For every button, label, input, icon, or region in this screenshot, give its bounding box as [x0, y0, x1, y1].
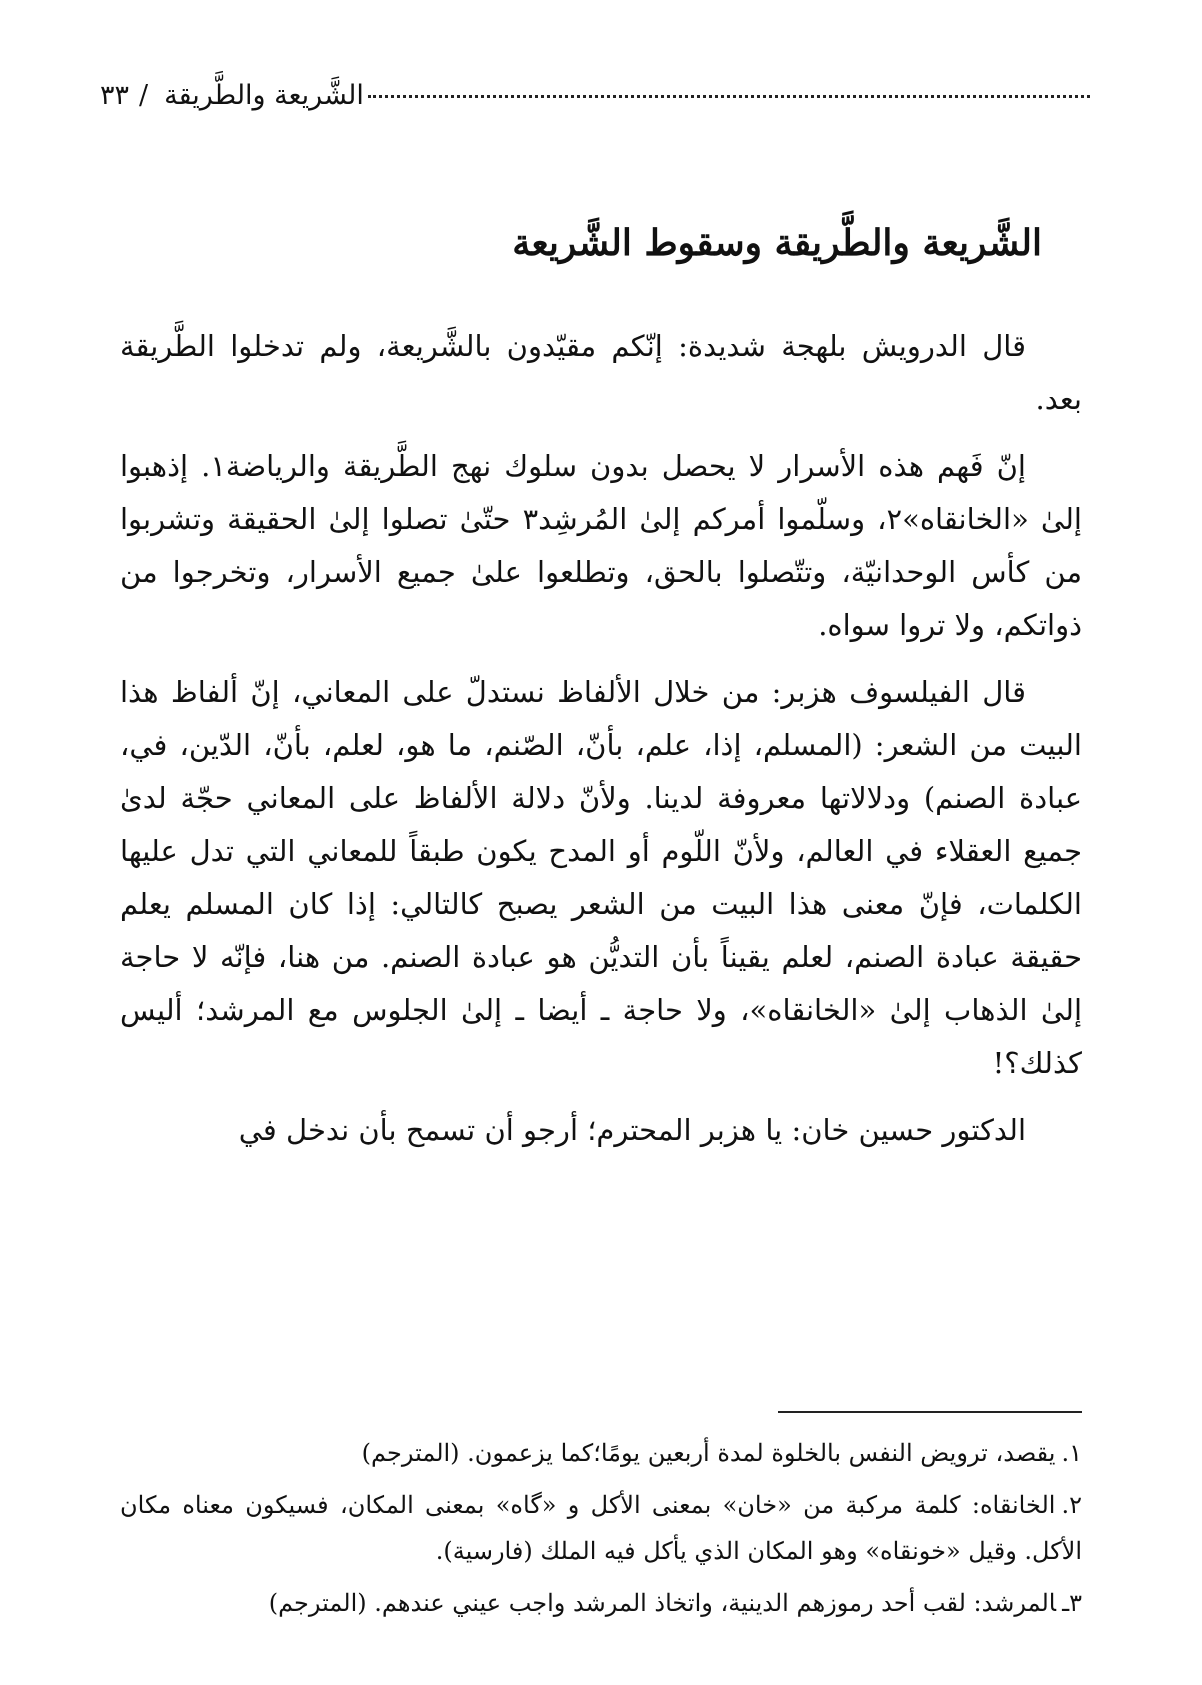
running-header — [100, 80, 1090, 124]
footnote-3 — [120, 1580, 1082, 1626]
paragraph-2: إنّ فَهم هذه الأسرار لا يحصل بدون سلوك نهج الطَّريقة والرياضة١. إذهبوا إلىٰ «الخانقاه»٢، وسلّموا أمركم إلىٰ المُرشِد٣ حتّىٰ تصلوا إلىٰ الحقيقة وتشربوا من كأس الوحدانيّة، وتتّصلوا بالحق، وتطلعوا علىٰ جميع الأسرار، وتخرجوا من ذواتكم، ولا تروا سواه. — [120, 449, 1082, 642]
footnote-2 — [120, 1482, 1082, 1574]
header-separator: / — [139, 80, 149, 111]
footnote-text: المرشد: لقب أحد رموزهم الدينية، واتخاذ المرشد واجب عيني عندهم. (المترجم) — [268, 1589, 1057, 1617]
footnote-marker: ١. — [1061, 1439, 1082, 1467]
chapter-heading: الشَّريعة والطَّريقة وسقوط الشَّريعة — [512, 222, 1042, 264]
footnotes — [120, 1430, 1082, 1632]
page-number: ٣٣ — [100, 80, 130, 111]
paragraph-3: قال الفيلسوف هزبر: من خلال الألفاظ نستدلّ على المعاني، إنّ ألفاظ هذا البيت من الشعر: (المسلم، إذا، علم، بأنّ، الصّنم، ما هو، لعلم، بأنّ، الدّين، في، عبادة الصنم) ودلالاتها معروفة لدينا. ولأنّ دلالة الألفاظ على المعاني حجّة لدىٰ جميع العقلاء في العالم، ولأنّ اللّوم أو المدح يكون طبقاً للمعاني التي تدل عليها الكلمات، فإنّ معنى هذا البيت من الشعر يصبح كالتالي: إذا كان المسلم يعلم حقيقة عبادة الصنم، لعلم يقيناً بأن التديُّن هو عبادة الصنم. من هنا، فإنّه لا حاجة إلىٰ الذهاب إلىٰ «الخانقاه»، ولا حاجة ـ أيضا ـ إلىٰ الجلوس مع المرشد؛ أليس كذلك؟! — [120, 675, 1082, 1080]
paragraph-4: الدكتور حسين خان: يا هزبر المحترم؛ أرجو أن تسمح بأن ندخل في — [238, 1113, 1026, 1147]
paragraph-1: قال الدرويش بلهجة شديدة: إنّكم مقيّدون بالشَّريعة، ولم تدخلوا الطَّريقة بعد. — [120, 329, 1082, 416]
footnote-text: الخانقاه: كلمة مركبة من «خان» بمعنى الأكل و «گاه» بمعنى المكان، فسيكون معناه مكان الأكل. وقيل «خونقاه» وهو المكان الذي يأكل فيه الملك (فارسية). — [120, 1491, 1082, 1565]
footnote-separator — [778, 1411, 1082, 1413]
footnote-text: يقصد، ترويض النفس بالخلوة لمدة أربعين يومًا؛كما يزعمون. (المترجم) — [361, 1439, 1056, 1467]
dot-leader — [368, 95, 1090, 98]
footnote-marker: ٢. — [1061, 1491, 1082, 1519]
footnote-marker: ٣ـ — [1062, 1589, 1082, 1617]
body-text — [120, 320, 1082, 1171]
footnote-1 — [120, 1430, 1082, 1476]
running-header-title: الشَّريعة والطَّريقة — [164, 80, 364, 111]
